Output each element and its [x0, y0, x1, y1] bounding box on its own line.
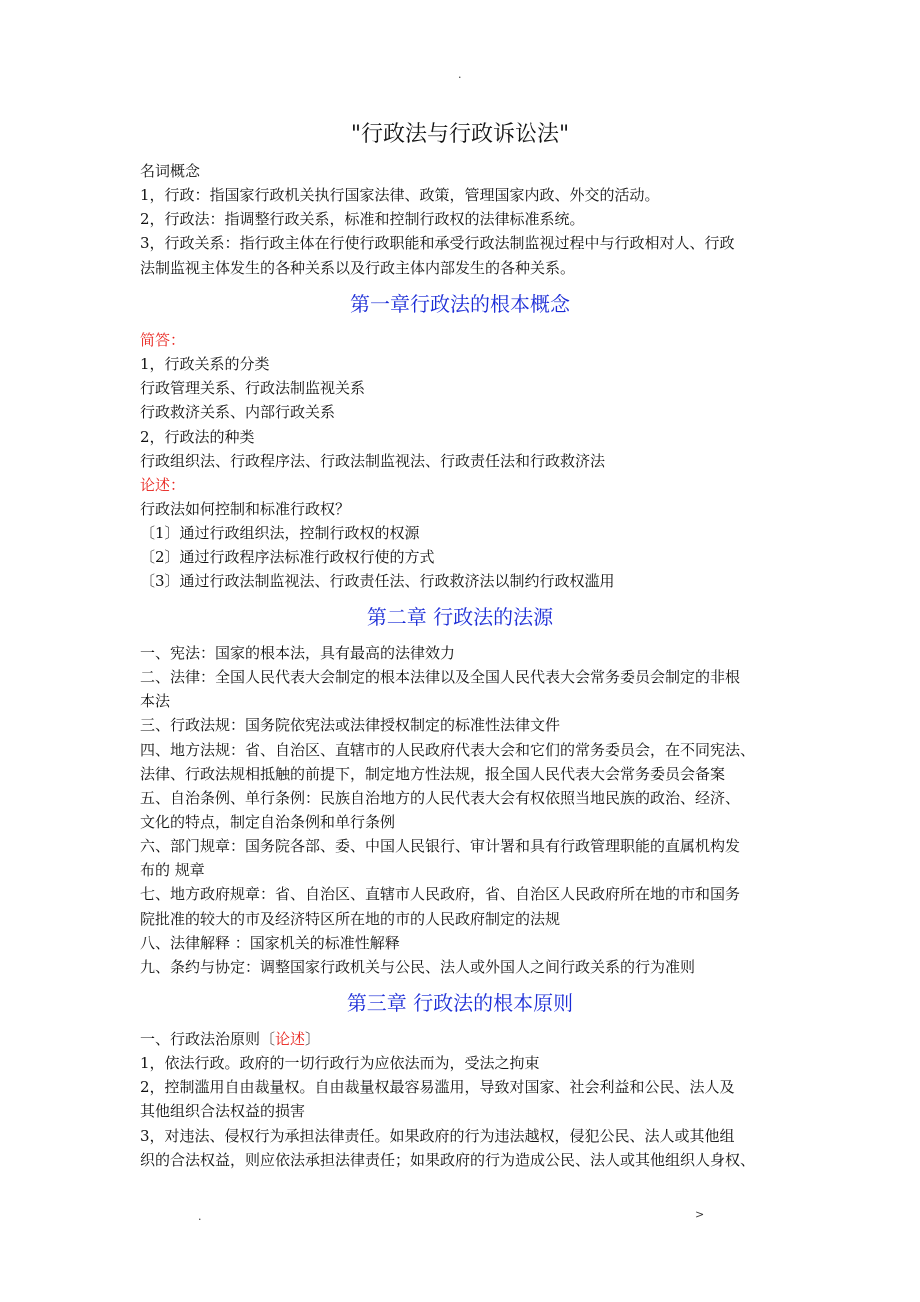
text-line: 院批准的较大的市及经济特区所在地的市的人民政府制定的法规 — [140, 909, 561, 928]
text-line: 九、条约与协定：调整国家行政机关与公民、法人或外国人之间行政关系的行为准则 — [140, 957, 696, 976]
text-line: 文化的特点，制定自治条例和单行条例 — [140, 812, 396, 831]
text-line: 法制监视主体发生的各种关系以及行政主体内部发生的各种关系。 — [140, 258, 576, 277]
text-line: 一、宪法：国家的根本法，具有最高的法律效力 — [140, 644, 456, 662]
text-line: 1，依法行政。政府的一切行政行为应依法而为，受法之拘束 — [140, 1054, 540, 1073]
text-line: 3，行政关系：指行政主体在行使行政职能和承受行政法制监视过程中与行政相对人、行政 — [140, 234, 735, 253]
definitions-section — [140, 159, 790, 280]
footer-right-mark: > — [695, 1208, 705, 1221]
chapter1-body — [140, 328, 790, 594]
header-mark: . — [458, 68, 462, 81]
text-line: 织的合法权益，则应依法承担法律责任；如果政府的行为造成公民、法人或其他组织人身权、 — [140, 1150, 756, 1169]
bracket-close: 〕 — [305, 1030, 321, 1048]
text-line: 〔1〕通过行政组织法，控制行政权的权源 — [140, 524, 420, 543]
text-line: 其他组织合法权益的损害 — [140, 1102, 306, 1121]
essay-label: 论述： — [140, 475, 186, 494]
footer-left-mark: . — [198, 1210, 202, 1223]
principle-heading — [140, 1027, 790, 1051]
chapter3-title: 第三章 行政法的根本原则 — [346, 991, 574, 1015]
text-line: 行政组织法、行政程序法、行政法制监视法、行政责任法和行政救济法 — [140, 451, 606, 470]
text-line: 七、地方政府规章：省、自治区、直辖市人民政府，省、自治区人民政府所在地的市和国务 — [140, 885, 741, 904]
text-line: 2，控制滥用自由裁量权。自由裁量权最容易滥用，导致对国家、社会利益和公民、法人及 — [140, 1078, 735, 1097]
text-line: 行政救济关系、内部行政关系 — [140, 403, 336, 422]
text-line: 法律、行政法规相抵触的前提下，制定地方性法规，报全国人民代表大会常务委员会备案 — [140, 764, 726, 783]
text-line: 行政法如何控制和标准行政权？ — [140, 499, 351, 518]
text-line: 二、法律：全国人民代表大会制定的根本法律以及全国人民代表大会常务委员会制定的非根 — [140, 668, 741, 687]
text-line: 〔3〕通过行政法制监视法、行政责任法、行政救济法以制约行政权滥用 — [140, 572, 615, 591]
principle-heading-text: 一、行政法治原则〔 — [140, 1030, 276, 1048]
document-title: "行政法与行政诉讼法" — [350, 122, 570, 147]
text-line: 本法 — [140, 692, 171, 711]
text-line: 四、地方法规：省、自治区、直辖市的人民政府代表大会和它们的常务委员会，在不同宪法、 — [140, 740, 756, 759]
essay-tag: 论述 — [275, 1030, 306, 1048]
chapter1-title: 第一章行政法的根本概念 — [350, 292, 570, 316]
text-line: 布的 规章 — [140, 861, 205, 880]
text-line: 行政管理关系、行政法制监视关系 — [140, 379, 366, 398]
text-line: 1，行政关系的分类 — [140, 355, 270, 374]
chapter2-title: 第二章 行政法的法源 — [366, 605, 554, 629]
chapter2-body — [140, 641, 790, 979]
text-line: 2，行政法的种类 — [140, 427, 255, 446]
chapter3-body — [140, 1027, 790, 1172]
text-line: 2，行政法：指调整行政关系，标准和控制行政权的法律标准系统。 — [140, 210, 585, 229]
text-line: 八、法律解释 ：国家机关的标准性解释 — [140, 933, 400, 952]
text-line: 六、部门规章：国务院各部、委、中国人民银行、审计署和具有行政管理职能的直属机构发 — [140, 837, 741, 856]
text-line: 五、自治条例、单行条例：民族自治地方的人民代表大会有权依照当地民族的政治、经济、 — [140, 788, 741, 807]
short-answer-label: 简答： — [140, 331, 186, 349]
text-line: 名词概念 — [140, 162, 201, 180]
text-line: 三、行政法规：国务院依宪法或法律授权制定的标准性法律文件 — [140, 716, 561, 735]
text-line: 〔2〕通过行政程序法标准行政权行使的方式 — [140, 548, 435, 567]
text-line: 3，对违法、侵权行为承担法律责任。如果政府的行为违法越权，侵犯公民、法人或其他组 — [140, 1126, 735, 1145]
text-line: 1，行政：指国家行政机关执行国家法律、政策，管理国家内政、外交的活动。 — [140, 186, 660, 205]
